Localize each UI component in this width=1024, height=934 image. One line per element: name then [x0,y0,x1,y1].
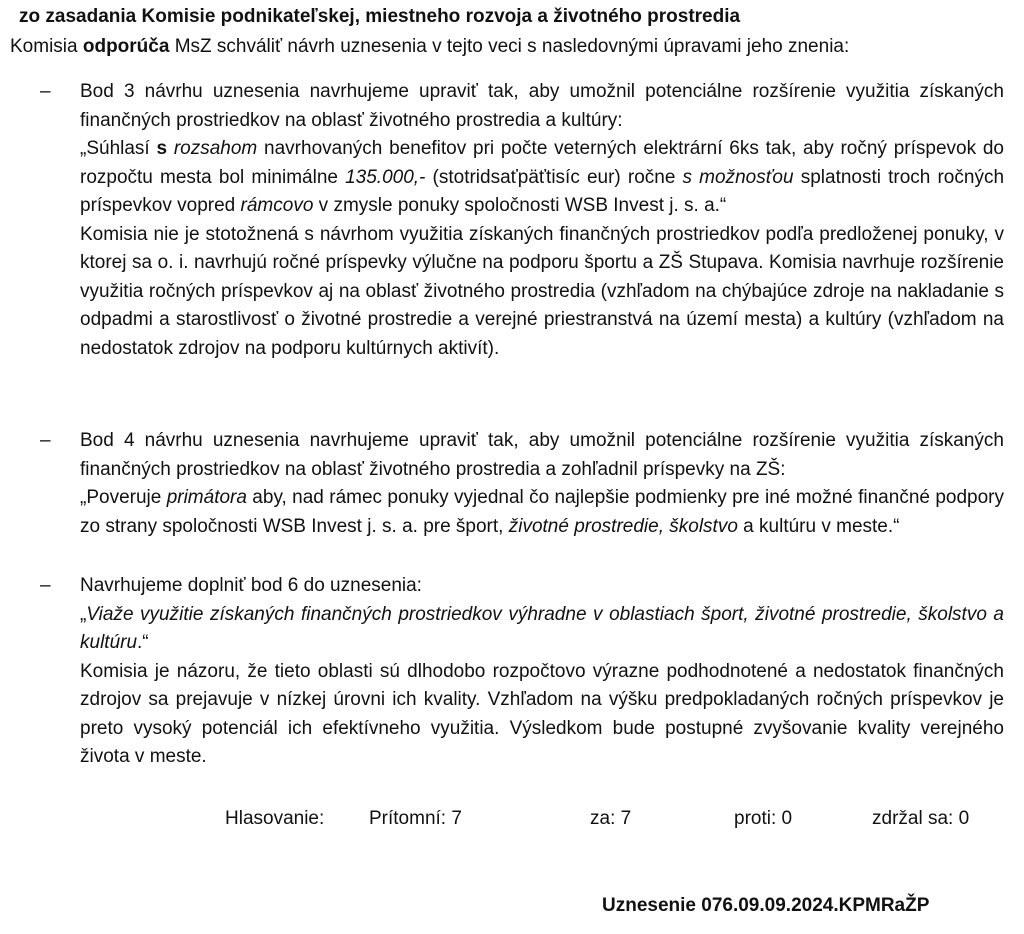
quote-bold-part: s [156,138,168,159]
quote-part: navrhovaných benefitov pri počte veterných elektrární 6ks tak, aby ročný príspevok do rozpočtu mesta bol minimálne [80,138,1004,188]
bullet-intro: Bod 3 návrhu uznesenia navrhujeme upraviť tak, aby umožnil potenciálne rozšírenie využitia získaných finančných prostriedkov na oblasť životného prostredia a kultúry: [80,81,1004,131]
quote-part: (stotridsaťpäťtisíc eur) ročne [425,166,683,188]
bullet-quote [80,601,1004,658]
quote-italic-part: životné prostredie, školstvo [508,515,738,537]
voting-abstain: zdržal sa: 0 [872,808,970,829]
bullet-comment: Komisia nie je stotožnená s návrhom využitia získaných finančných prostriedkov podľa predloženej ponuky, v ktorej sa o. i. navrhujú ročné príspevky výlučne na podporu športu a ZŠ Stupava. Komisia navrhuje rozšírenie využitia ročných príspevkov aj na oblasť životného prostredia (vzhľadom na chýbajúce zdroje na nakladanie s odpadmi a starostlivosť o životné prostredie a verejné priestranstvá na území mesta) a kultúry (vzhľadom na nedostatok zdrojov na podporu kultúrnych aktivít). [80,223,1004,359]
voting-against: proti: 0 [734,808,793,829]
quote-part: „Súhlasí [80,138,157,159]
quote-part: .“ [137,632,149,653]
bullet-quote [80,135,1004,221]
quote-italic-part: primátora [166,487,247,508]
voting-present: Prítomní: 7 [369,808,462,829]
quote-italic-part: rámcovo [240,195,314,216]
intro-bold: odporúča [82,36,170,57]
quote-part: a kultúru v meste.“ [737,515,900,537]
bullet-text [80,572,1004,772]
bullet-text [80,427,1004,541]
quote-italic-part: Viaže využitie získaných finančných prostriedkov výhradne v oblastiach šport, životné prostredie, školstvo a kultúru [80,603,1004,653]
quote-part: „Poveruje [80,487,167,508]
bullet-dash: – [40,575,51,596]
bullet-dash: – [40,81,51,102]
quote-italic-part: 135.000,- [345,166,426,188]
quote-italic-part: rozsahom [167,138,258,159]
quote-part: „ [80,603,87,625]
recommendation-intro [10,36,849,58]
quote-part: aby, nad rámec ponuky vyjednal čo najlepšie podmienky pre iné možné finančné podpory zo strany spoločnosti WSB Invest j. s. a. pre šport, [80,487,1004,537]
bullet-comment: Komisia je názoru, že tieto oblasti sú dlhodobo rozpočtovo výrazne podhodnotené a nedostatok finančných zdrojov sa prejavuje v nízkej úrovni ich kvality. Vzhľadom na výšku predpokladaných ročných príspevkov je preto vysoký potenciál ich efektívneho využitia. Výsledkom bude postupné zvyšovanie kvality verejného života v meste. [80,660,1004,767]
bullet-dash: – [40,430,51,451]
quote-italic-part: s možnosťou [682,166,794,188]
quote-part: v zmysle ponuky spoločnosti WSB Invest j. s. a.“ [313,195,727,216]
quote-part: splatnosti troch ročných príspevkov vopred [80,166,1005,216]
resolution-reference: Uznesenie 076.09.09.2024.KPMRaŽP [602,895,930,916]
bullet-intro: Navrhujeme doplniť bod 6 do uznesenia: [80,575,422,596]
voting-label: Hlasovanie: [225,808,325,829]
intro-post: MsZ schváliť návrh uznesenia v tejto veci s nasledovnými úpravami jeho znenia: [169,36,850,57]
document-title: zo zasadania Komisie podnikateľskej, miestneho rozvoja a životného prostredia [19,6,741,27]
bullet-intro: Bod 4 návrhu uznesenia navrhujeme upraviť tak, aby umožnil potenciálne rozšírenie využitia získaných finančných prostriedkov na oblasť životného prostredia a zohľadnil príspevky na ZŠ: [80,430,1004,480]
intro-pre: Komisia [10,36,83,57]
bullet-quote [80,484,1004,541]
voting-for: za: 7 [590,808,632,829]
bullet-text [80,78,1004,363]
